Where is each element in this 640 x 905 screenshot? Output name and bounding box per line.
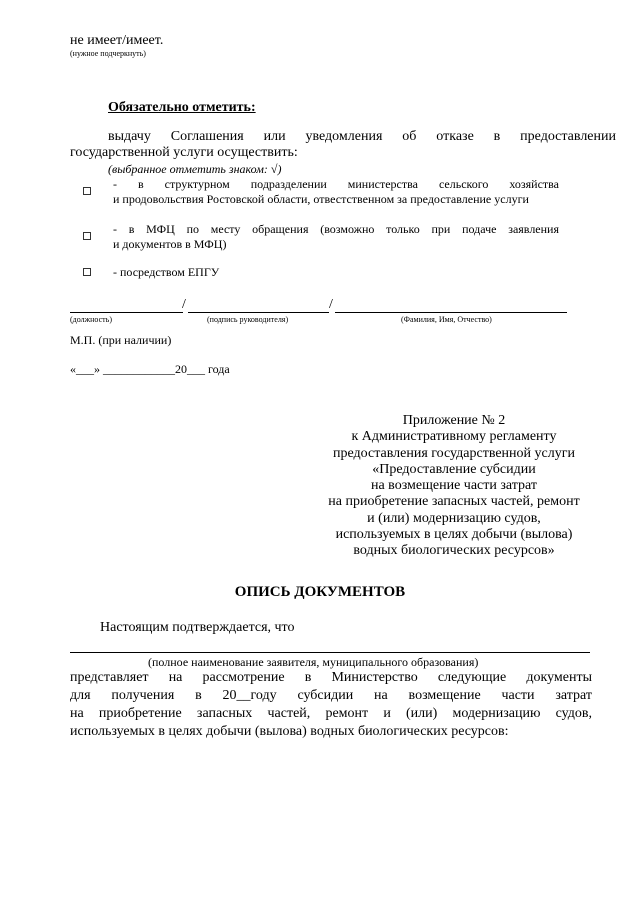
- appendix-block: [304, 413, 604, 560]
- option-mfc-line2: и документов в МФЦ): [113, 237, 227, 251]
- date-line: «___» ____________20___ года: [70, 362, 230, 376]
- appendix-line: предоставления государственной услуги: [333, 445, 575, 461]
- mark-intro-line2: государственной услуги осуществить:: [70, 145, 298, 160]
- mark-hint: (выбранное отметить знаком: √): [108, 162, 282, 176]
- confirm-text: Настоящим подтверждается, что: [100, 620, 295, 635]
- inventory-title: ОПИСЬ ДОКУМЕНТОВ: [234, 584, 406, 600]
- applicant-hint: (полное наименование заявителя, муниципального образования): [148, 655, 479, 669]
- option-structural-checkbox[interactable]: [83, 187, 91, 195]
- stamp-note: М.П. (при наличии): [70, 333, 172, 347]
- appendix-line: на приобретение запасных частей, ремонт: [328, 494, 580, 510]
- body-line-1: представляет на рассмотрение в Министерство следующие документы: [70, 670, 592, 685]
- option-mfc-checkbox[interactable]: [83, 232, 91, 240]
- full-name-line: [335, 312, 567, 313]
- appendix-line: водных биологических ресурсов»: [353, 543, 555, 559]
- signature-separator-2: /: [329, 297, 333, 312]
- appendix-line: Приложение № 2: [402, 413, 506, 428]
- appendix-line: «Предоставление субсидии: [372, 461, 536, 477]
- position-line: [70, 312, 183, 313]
- has-status-hint: (нужное подчеркнуть): [70, 49, 146, 58]
- has-status-text: не имеет/имеет.: [70, 33, 164, 48]
- signature-separator-1: /: [182, 297, 186, 312]
- label-signature: (подпись руководителя): [207, 315, 289, 324]
- mark-intro-line1: выдачу Соглашения или уведомления об отказе в предоставлении: [108, 129, 616, 144]
- option-epgu-label: - посредством ЕПГУ: [113, 265, 220, 279]
- mark-heading: Обязательно отметить:: [108, 100, 256, 115]
- option-mfc-line1: - в МФЦ по месту обращения (возможно только при подаче заявления: [113, 222, 559, 236]
- body-line-4: используемых в целях добычи (вылова) водных биологических ресурсов:: [70, 724, 509, 739]
- signature-line: [188, 312, 329, 313]
- appendix-line: и (или) модернизацию судов,: [367, 510, 541, 526]
- label-full-name: (Фамилия, Имя, Отчество): [401, 315, 492, 324]
- applicant-name-line: [70, 652, 590, 653]
- appendix-line: на возмещение части затрат: [370, 478, 538, 494]
- body-line-3: на приобретение запасных частей, ремонт и (или) модернизацию судов,: [70, 706, 592, 721]
- label-position: (должность): [70, 315, 112, 324]
- option-structural-line2: и продовольствия Ростовской области, отвестственном за предоставление услуги: [113, 192, 529, 206]
- option-structural-line1: - в структурном подразделении министерства сельского хозяйства: [113, 177, 559, 191]
- appendix-line: используемых в целях добычи (вылова): [335, 527, 573, 543]
- option-epgu-checkbox[interactable]: [83, 268, 91, 276]
- appendix-line: к Административному регламенту: [351, 429, 557, 445]
- body-line-2: для получения в 20__году субсидии на возмещение части затрат: [70, 688, 592, 703]
